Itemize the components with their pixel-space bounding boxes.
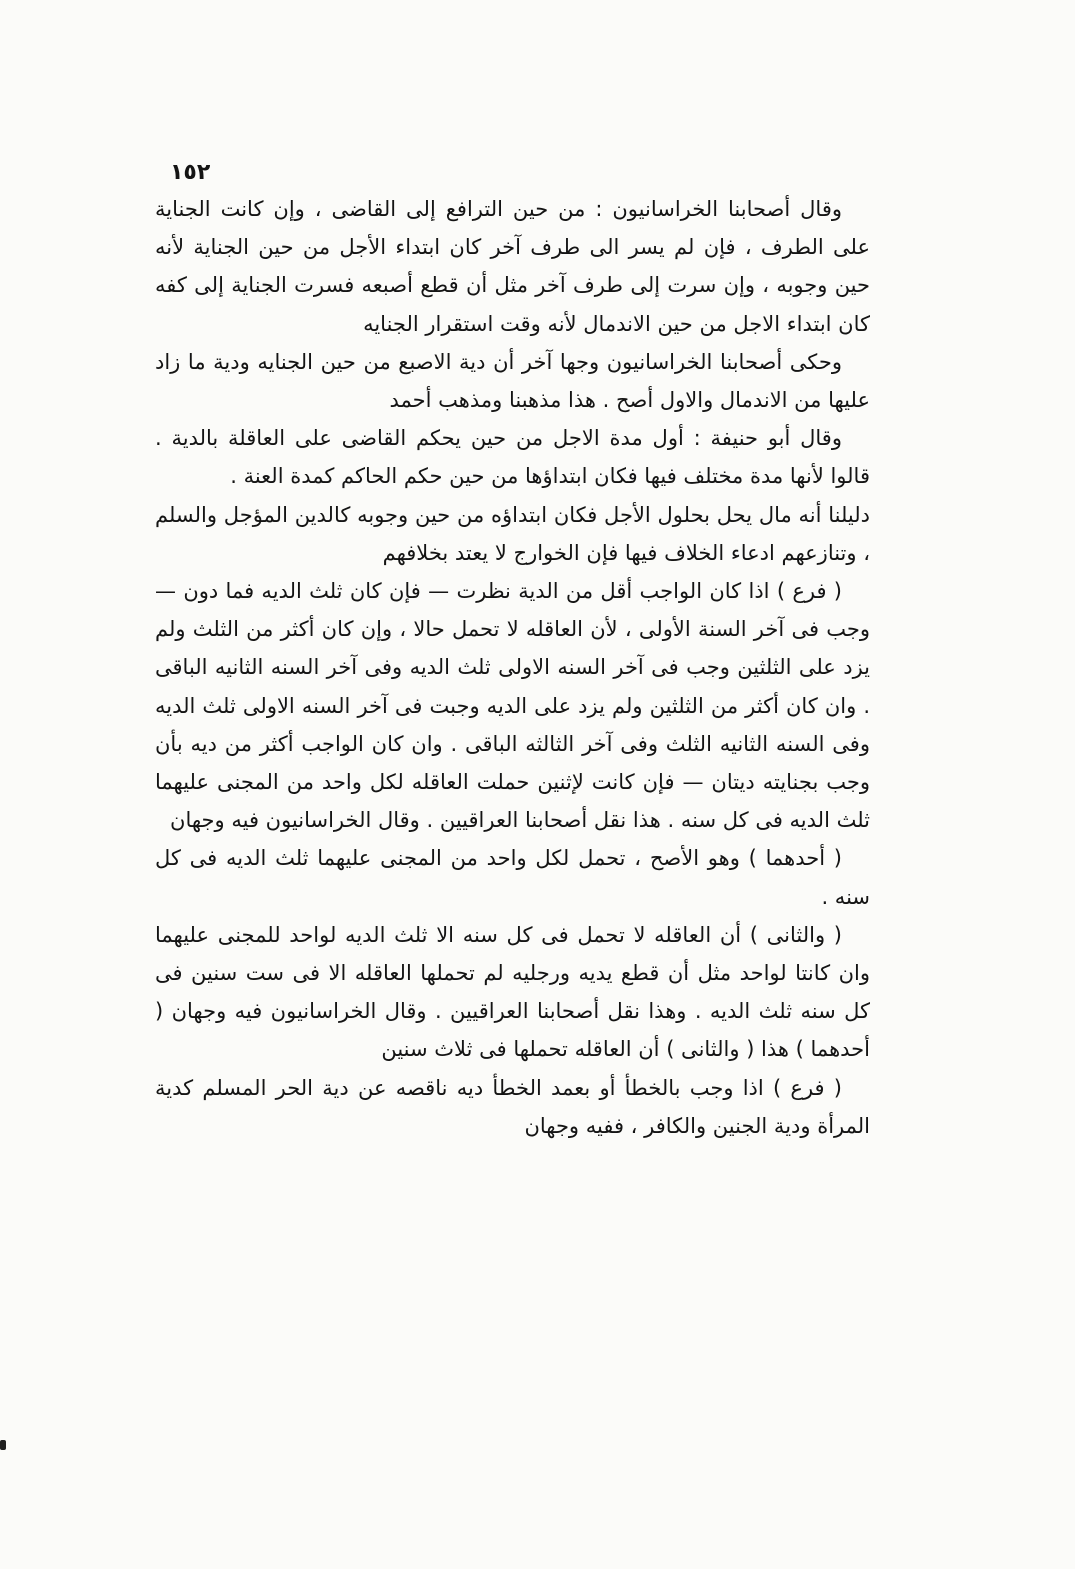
- page-body: [155, 190, 870, 1145]
- paragraph-1: وقال أصحابنا الخراسانيون : من حين الترافع إلى القاضى ، وإن كانت الجناية على الطرف ، فإن لم يسر الى طرف آخر كان ابتداء الأجل من حين الجناية لأنه حين وجوبه ، وإن سرت إلى طرف آخر مثل أن قطع أصبعه فسرت الجناية إلى كفه كان ابتداء الاجل من حين الاندمال لأنه وقت استقرار الجنايه: [155, 197, 870, 336]
- paragraph-2: وحكى أصحابنا الخراسانيون وجها آخر أن دية الاصبع من حين الجنايه ودية ما زاد عليها من الاندمال والاول أصح . هذا مذهبنا ومذهب أحمد: [155, 349, 870, 413]
- paragraph-4: دليلنا أنه مال يحل بحلول الأجل فكان ابتداؤه من حين وجوبه كالدين المؤجل والسلم ، وتنازعهم ادعاء الخلاف فيها فإن الخوارج لا يعتد بخلافهم: [155, 502, 870, 565]
- scan-edge-mark: [0, 1440, 6, 1450]
- page-number: ١٥٢: [170, 160, 211, 185]
- paragraph-6: ( أحدهما ) وهو الأصح ، تحمل لكل واحد من المجنى عليهما ثلث الديه فى كل سنه .: [155, 846, 870, 909]
- paragraph-7: ( والثانى ) أن العاقله لا تحمل فى كل سنه الا ثلث الديه لواحد للمجنى عليهما وان كانتا لواحد مثل أن قطع يديه ورجليه لم تحملها العاقله الا فى ست سنين فى كل سنه ثلث الديه . وهذا نقل أصحابنا العراقيين . وقال الخراسانيون فيه وجهان ( أحدهما ) هذا ( والثانى ) أن العاقله تحملها فى ثلاث سنين: [155, 922, 870, 1062]
- paragraph-8: ( فرع ) اذا وجب بالخطأ أو بعمد الخطأ ديه ناقصه عن دية الحر المسلم كدية المرأة ودية الجنين والكافر ، ففيه وجهان: [155, 1075, 870, 1138]
- paragraph-5: ( فرع ) اذا كان الواجب أقل من الدية نظرت — فإن كان ثلث الديه فما دون — وجب فى آخر السنة الأولى ، لأن العاقله لا تحمل حالا ، وإن كان أكثر من الثلث ولم يزد على الثلثين وجب فى آخر السنه الاولى ثلث الديه وفى آخر السنه الثانيه الباقى . وان كان أكثر من الثلثين ولم يزد على الديه وجبت فى آخر السنه الاولى ثلث الديه وفى السنه الثانيه الثلث وفى آخر الثالثه الباقى . وان كان الواجب أكثر من ديه بأن وجب بجنايته ديتان — فإن كانت لإثنين حملت العاقله لكل واحد من المجنى عليهما ثلث الديه فى كل سنه . هذا نقل أصحابنا العراقيين . وقال الخراسانيون فيه وجهان: [155, 579, 870, 833]
- paragraph-3: وقال أبو حنيفة : أول مدة الاجل من حين يحكم القاضى على العاقلة بالدية . قالوا لأنها مدة مختلف فيها فكان ابتداؤها من حين حكم الحاكم كمدة العنة .: [155, 426, 870, 489]
